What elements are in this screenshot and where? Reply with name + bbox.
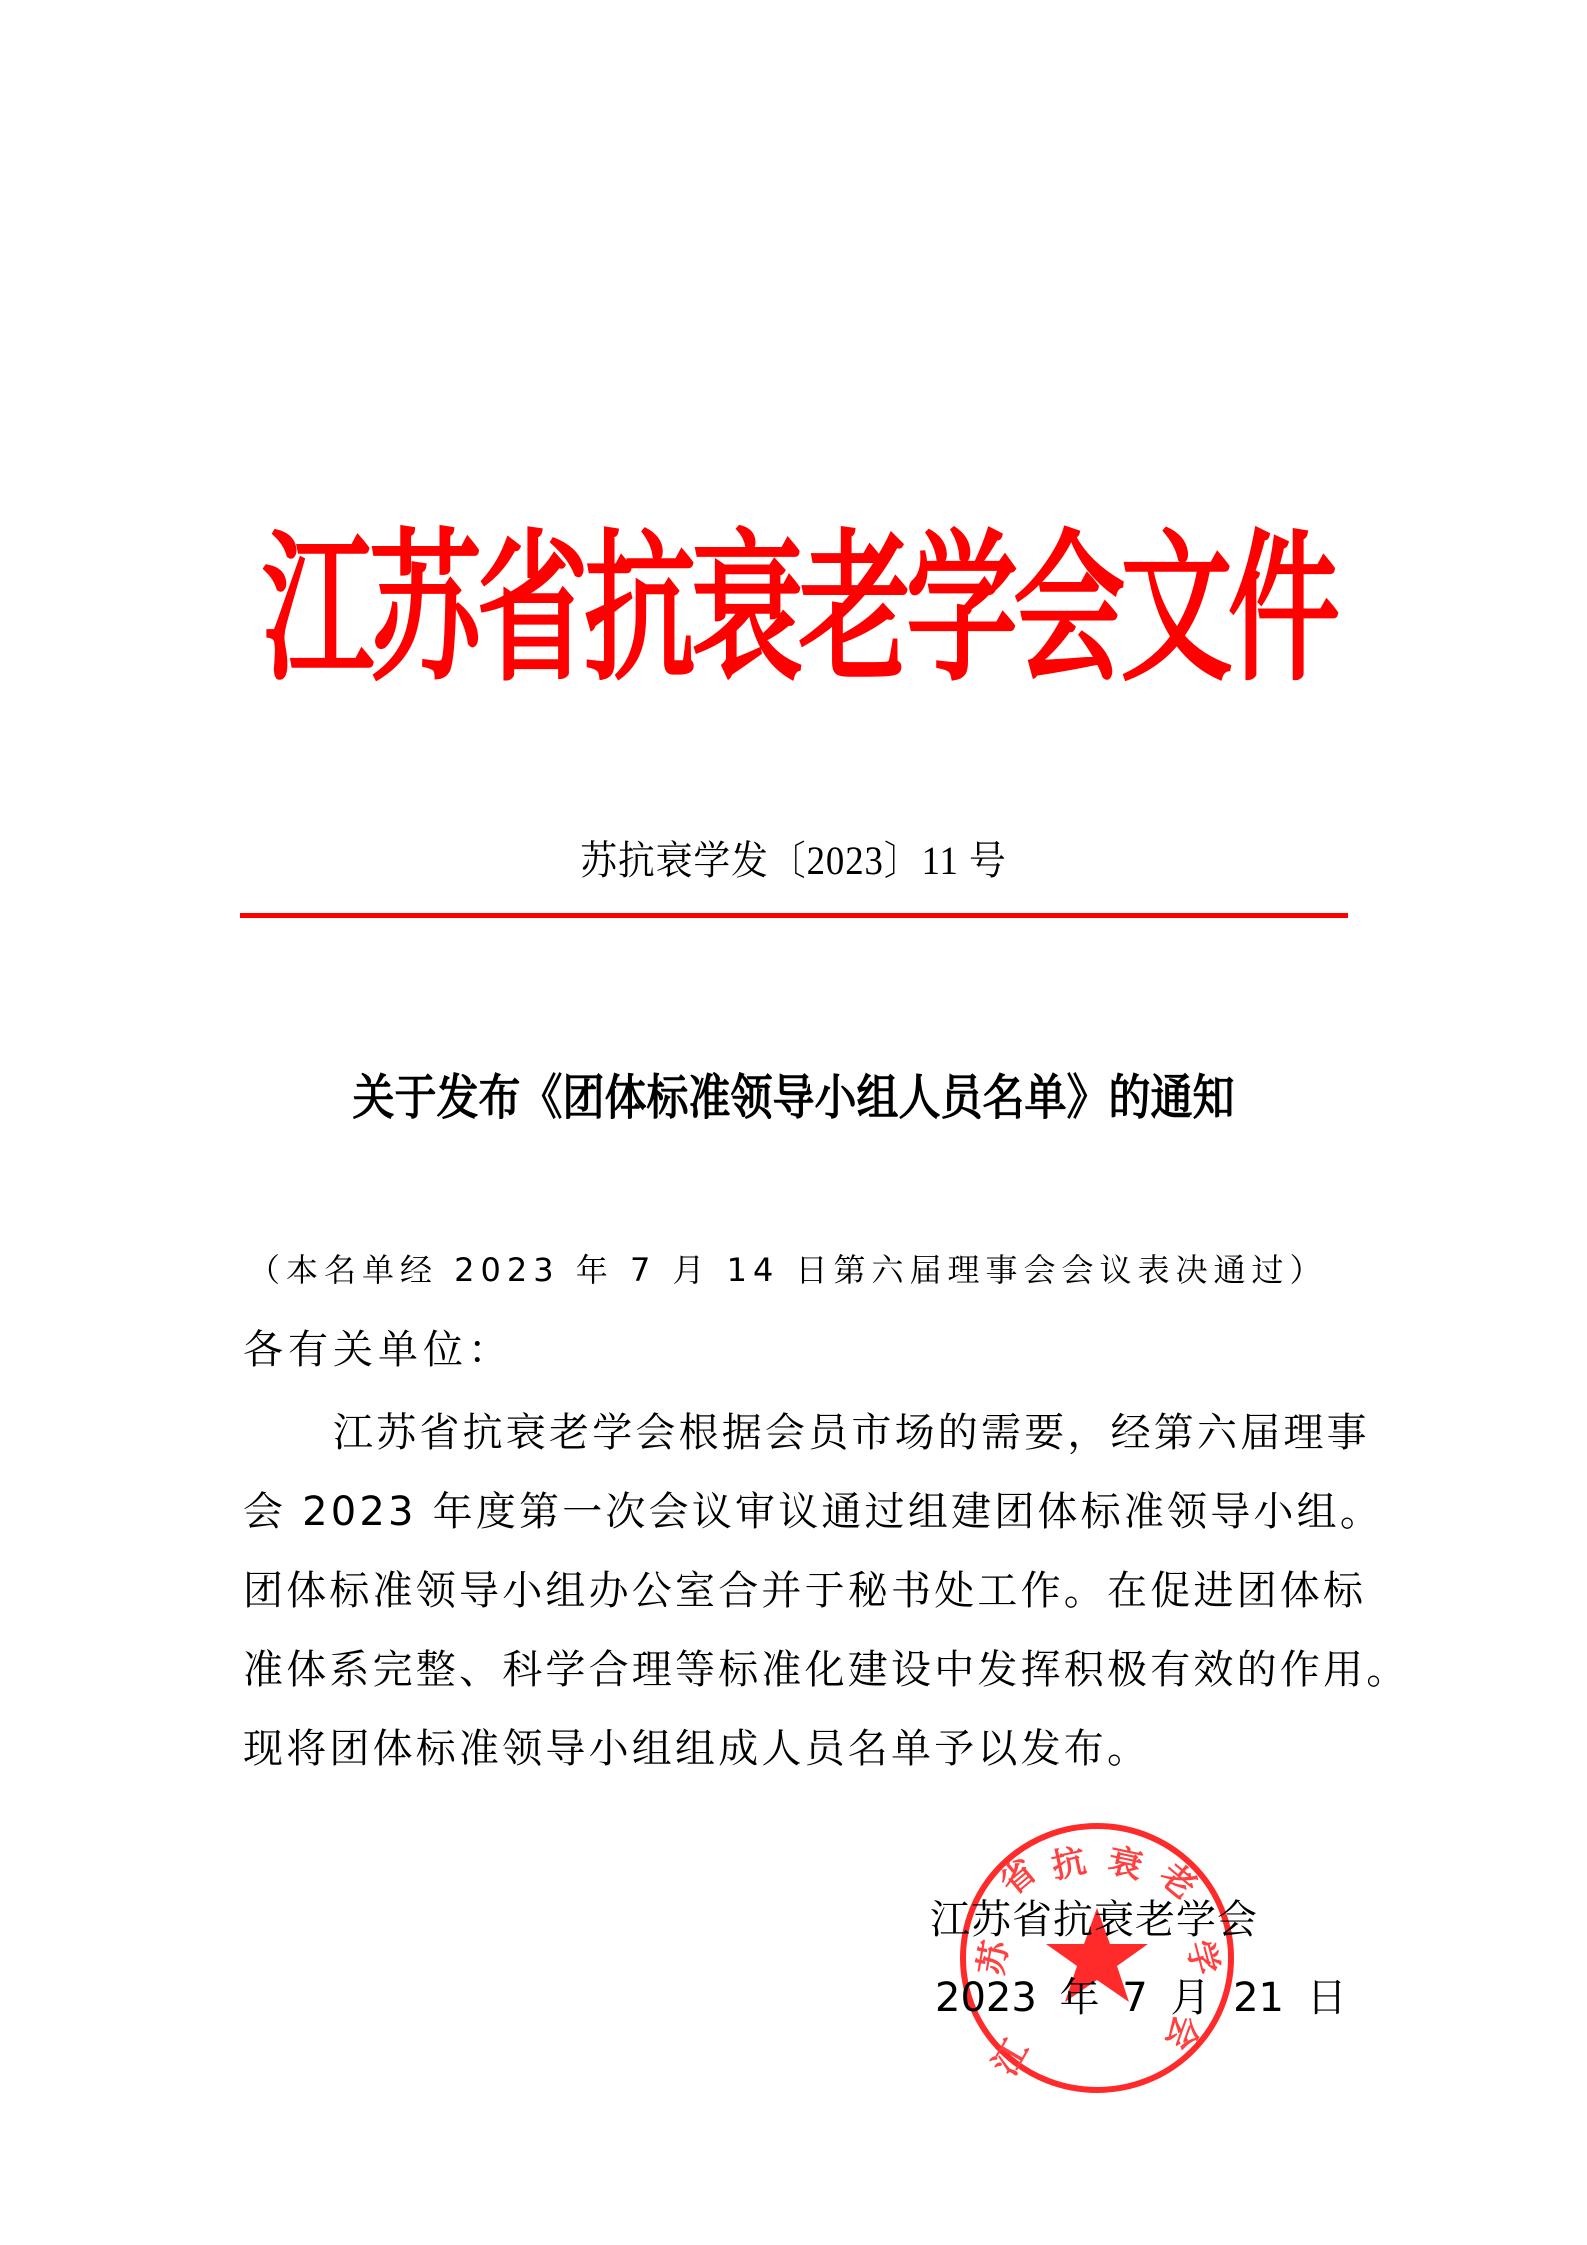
svg-text:老: 老 <box>1151 1854 1204 1908</box>
masthead-char: 江 <box>262 514 374 705</box>
body-line: 会 2023 年度第一次会议审议通过组建团体标准领导小组。 <box>243 1489 1384 1535</box>
approval-note: （本名单经 2023 年 7 月 14 日第六届理事会会议表决通过） <box>248 1251 1328 1289</box>
body-line: 江苏省抗衰老学会根据会员市场的需要，经第六届理事 <box>333 1410 1370 1456</box>
svg-text:抗: 抗 <box>1048 1840 1090 1888</box>
svg-text:衰: 衰 <box>1104 1840 1146 1888</box>
masthead-char: 省 <box>476 514 589 705</box>
svg-text:苏: 苏 <box>971 1937 1017 1979</box>
signature-date: 2023 年 7 月 21 日 <box>935 1975 1347 2021</box>
svg-text:省: 省 <box>992 1850 1045 1904</box>
document-number: 苏抗衰学发〔2023〕11 号 <box>580 838 1007 883</box>
masthead-char: 件 <box>1227 514 1340 705</box>
official-seal <box>957 1820 1237 2096</box>
masthead-char: 学 <box>905 514 1018 705</box>
salutation: 各有关单位： <box>243 1327 513 1373</box>
masthead-char: 老 <box>798 514 911 705</box>
svg-text:学: 学 <box>1178 1936 1226 1980</box>
svg-text:江: 江 <box>985 2032 1037 2083</box>
notice-title <box>0 1068 1587 1128</box>
masthead-title <box>262 514 1340 705</box>
body-paragraph <box>243 1400 1410 1795</box>
body-line: 团体标准领导小组办公室合并于秘书处工作。在促进团体标 <box>243 1568 1367 1614</box>
signature-organization: 江苏省抗衰老学会 <box>930 1897 1258 1943</box>
body-line: 准体系完整、科学合理等标准化建设中发挥积极有效的作用。 <box>243 1647 1410 1693</box>
notice-title-text: 关于发布《团体标准领导小组人员名单》的通知 <box>352 1069 1235 1126</box>
masthead-char: 衰 <box>691 514 804 705</box>
masthead-char: 抗 <box>583 514 696 705</box>
masthead-char: 文 <box>1120 514 1233 705</box>
body-line: 现将团体标准领导小组组成人员名单予以发布。 <box>243 1726 1151 1772</box>
masthead-char: 会 <box>1013 514 1126 705</box>
masthead-char: 苏 <box>369 514 482 705</box>
svg-text:会: 会 <box>1157 2009 1207 2056</box>
red-divider-rule <box>240 913 1348 918</box>
